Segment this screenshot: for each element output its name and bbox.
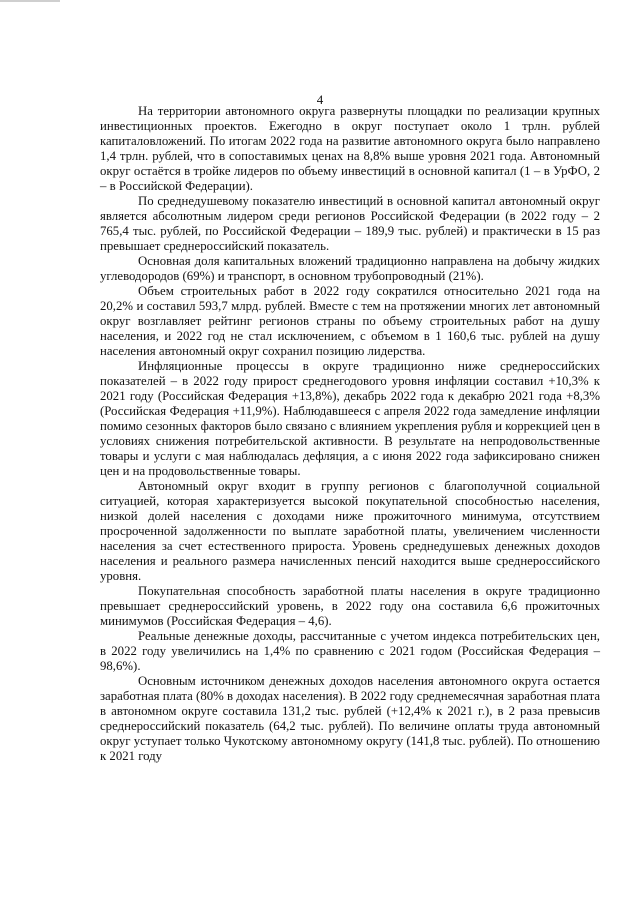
paragraph-construction: Объем строительных работ в 2022 году сократился относительно 2021 года на 20,2% и составил 593,7 млрд. рублей. Вместе с тем на протяжении многих лет автономный округ возглавляет рейтинг регионов страны по объему строительных работ на душу населения, и 2022 год не стал исключением, с объемом в 1 160,6 тыс. рублей на душу населения автономный округ сохранил позицию лидерства. <box>100 284 600 358</box>
scan-edge-line <box>0 0 60 2</box>
paragraph-investment-projects: На территории автономного округа развернуты площадки по реализации крупных инвестиционных проектов. Ежегодно в округ поступает около 1 трлн. рублей капиталовложений. По итогам 2022 года на развитие автономного округа было направлено 1,4 трлн. рублей, что в сопоставимых ценах на 8,8% выше уровня 2021 года. Автономный округ остаётся в тройке лидеров по объему инвестиций в основной капитал (1 – в УрФО, 2 – в Российской Федерации). <box>100 104 600 193</box>
document-body <box>100 104 600 764</box>
paragraph-social-situation: Автономный округ входит в группу регионов с благополучной социальной ситуацией, которая характеризуется высокой покупательной способностью населения, низкой долей населения с доходами ниже прожиточного минимума, отсутствием просроченной задолженности по выплате заработной платы, увеличением численности населения за счет естественного прироста. Уровень среднедушевых денежных доходов населения и реального размера начисленных пенсий находится выше среднероссийского уровня. <box>100 479 600 583</box>
paragraph-per-capita-investment: По среднедушевому показателю инвестиций в основной капитал автономный округ является абсолютным лидером среди регионов Российской Федерации (в 2022 году – 2 765,4 тыс. рублей, по Российской Федерации – 189,9 тыс. рублей) и практически в 15 раз превышает среднероссийский показатель. <box>100 194 600 253</box>
paragraph-capital-structure: Основная доля капитальных вложений традиционно направлена на добычу жидких углеводородов (69%) и транспорт, в основном трубопроводный (21%). <box>100 254 600 283</box>
paragraph-purchasing-power: Покупательная способность заработной платы населения в округе традиционно превышает среднероссийский уровень, в 2022 году она составила 6,6 прожиточных минимумов (Российская Федерация – 4,6). <box>100 584 600 628</box>
paragraph-wages: Основным источником денежных доходов населения автономного округа остается заработная плата (80% в доходах населения). В 2022 году среднемесячная заработная плата в автономном округе составила 131,2 тыс. рублей (+12,4% к 2021 г.), в 2 раза превысив среднероссийский показатель (64,2 тыс. рублей). По величине оплаты труда автономный округ уступает только Чукотскому автономному округу (141,8 тыс. рублей). По отношению к 2021 году <box>100 674 600 763</box>
paragraph-real-income: Реальные денежные доходы, рассчитанные с учетом индекса потребительских цен, в 2022 году увеличились на 1,4% по сравнению с 2021 годом (Российская Федерация – 98,6%). <box>100 629 600 673</box>
paragraph-inflation: Инфляционные процессы в округе традиционно ниже среднероссийских показателей – в 2022 году прирост среднегодового уровня инфляции составил +10,3% к 2021 году (Российская Федерация +13,8%), декабрь 2022 года к декабрю 2021 года +8,3% (Российская Федерация +11,9%). Наблюдавшееся с апреля 2022 года замедление инфляции помимо сезонных факторов было связано с влиянием укрепления рубля и коррекцией цен в условиях снижения потребительской активности. В результате на непродовольственные товары и услуги с мая наблюдалась дефляция, а с июня 2022 года зафиксировано снижен цен и на продовольственные товары. <box>100 359 600 478</box>
page-number: 4 <box>316 92 324 107</box>
